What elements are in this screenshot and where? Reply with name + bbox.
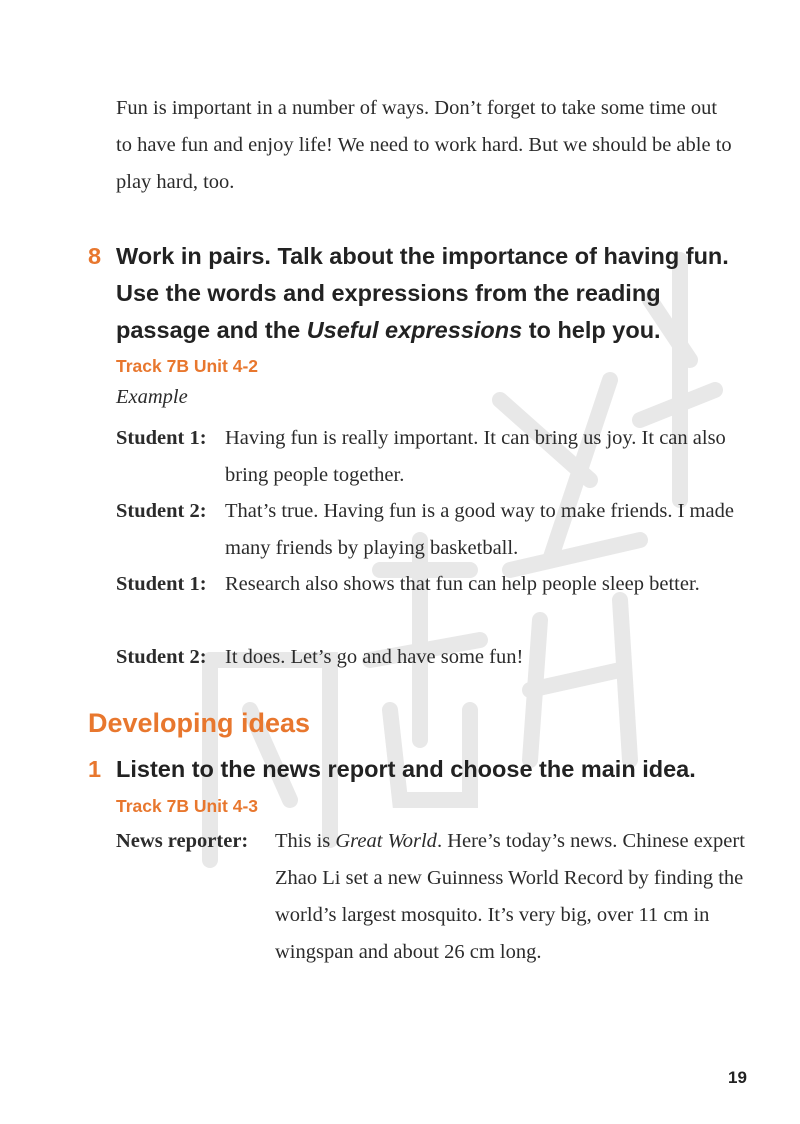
dialogue-row (116, 493, 756, 567)
useful-expressions-reference: Useful expressions (306, 317, 523, 343)
task-instruction: Listen to the news report and choose the main idea. (116, 756, 696, 782)
task-instruction (116, 238, 748, 349)
instruction-part: to help you. (522, 317, 661, 343)
dialogue-row (116, 566, 756, 603)
speaker-label: News reporter: (116, 830, 249, 852)
intro-paragraph: Fun is important in a number of ways. Don’t forget to take some time out to have fun and enjoy life! We need to work hard. But we should be able to play hard, too. (116, 97, 732, 193)
dialogue-line: Research also shows that fun can help people sleep better. (225, 573, 700, 595)
speaker-label: Student 1: (116, 427, 207, 449)
speaker-label: Student 2: (116, 646, 207, 668)
task-8-heading (88, 238, 748, 349)
section-title: Developing ideas (88, 708, 311, 738)
speaker-label: Student 1: (116, 573, 207, 595)
example-label: Example (116, 386, 188, 408)
dialogue-row (116, 823, 756, 971)
news-report-text (275, 823, 756, 971)
dialogue-line: Having fun is really important. It can bring us joy. It can also bring people together. (225, 427, 726, 486)
track-label: Track 7B Unit 4-2 (116, 356, 258, 376)
page-number: 19 (728, 1068, 747, 1087)
task-number: 1 (88, 756, 102, 782)
dialogue-row (116, 420, 756, 494)
track-label: Track 7B Unit 4-3 (116, 796, 258, 816)
task-1-heading (88, 751, 748, 788)
news-text-part: This is (275, 830, 336, 852)
task-number: 8 (88, 243, 102, 269)
speaker-label: Student 2: (116, 500, 207, 522)
instruction-part: Work in pairs. Talk about the importance of having fun. Use the words and expressions from the reading passage and the (116, 243, 729, 343)
dialogue-line: That’s true. Having fun is a good way to make friends. I made many friends by playing basketball. (225, 500, 734, 559)
news-text-part: . Here’s today’s news. Chinese expert Zhao Li set a new Guinness World Record by finding the world’s largest mosquito. It’s very big, over 11 cm in wingspan and about 26 cm long. (275, 830, 745, 963)
dialogue-line: It does. Let’s go and have some fun! (225, 646, 524, 668)
program-name: Great World (335, 830, 437, 852)
dialogue-row (116, 639, 756, 676)
